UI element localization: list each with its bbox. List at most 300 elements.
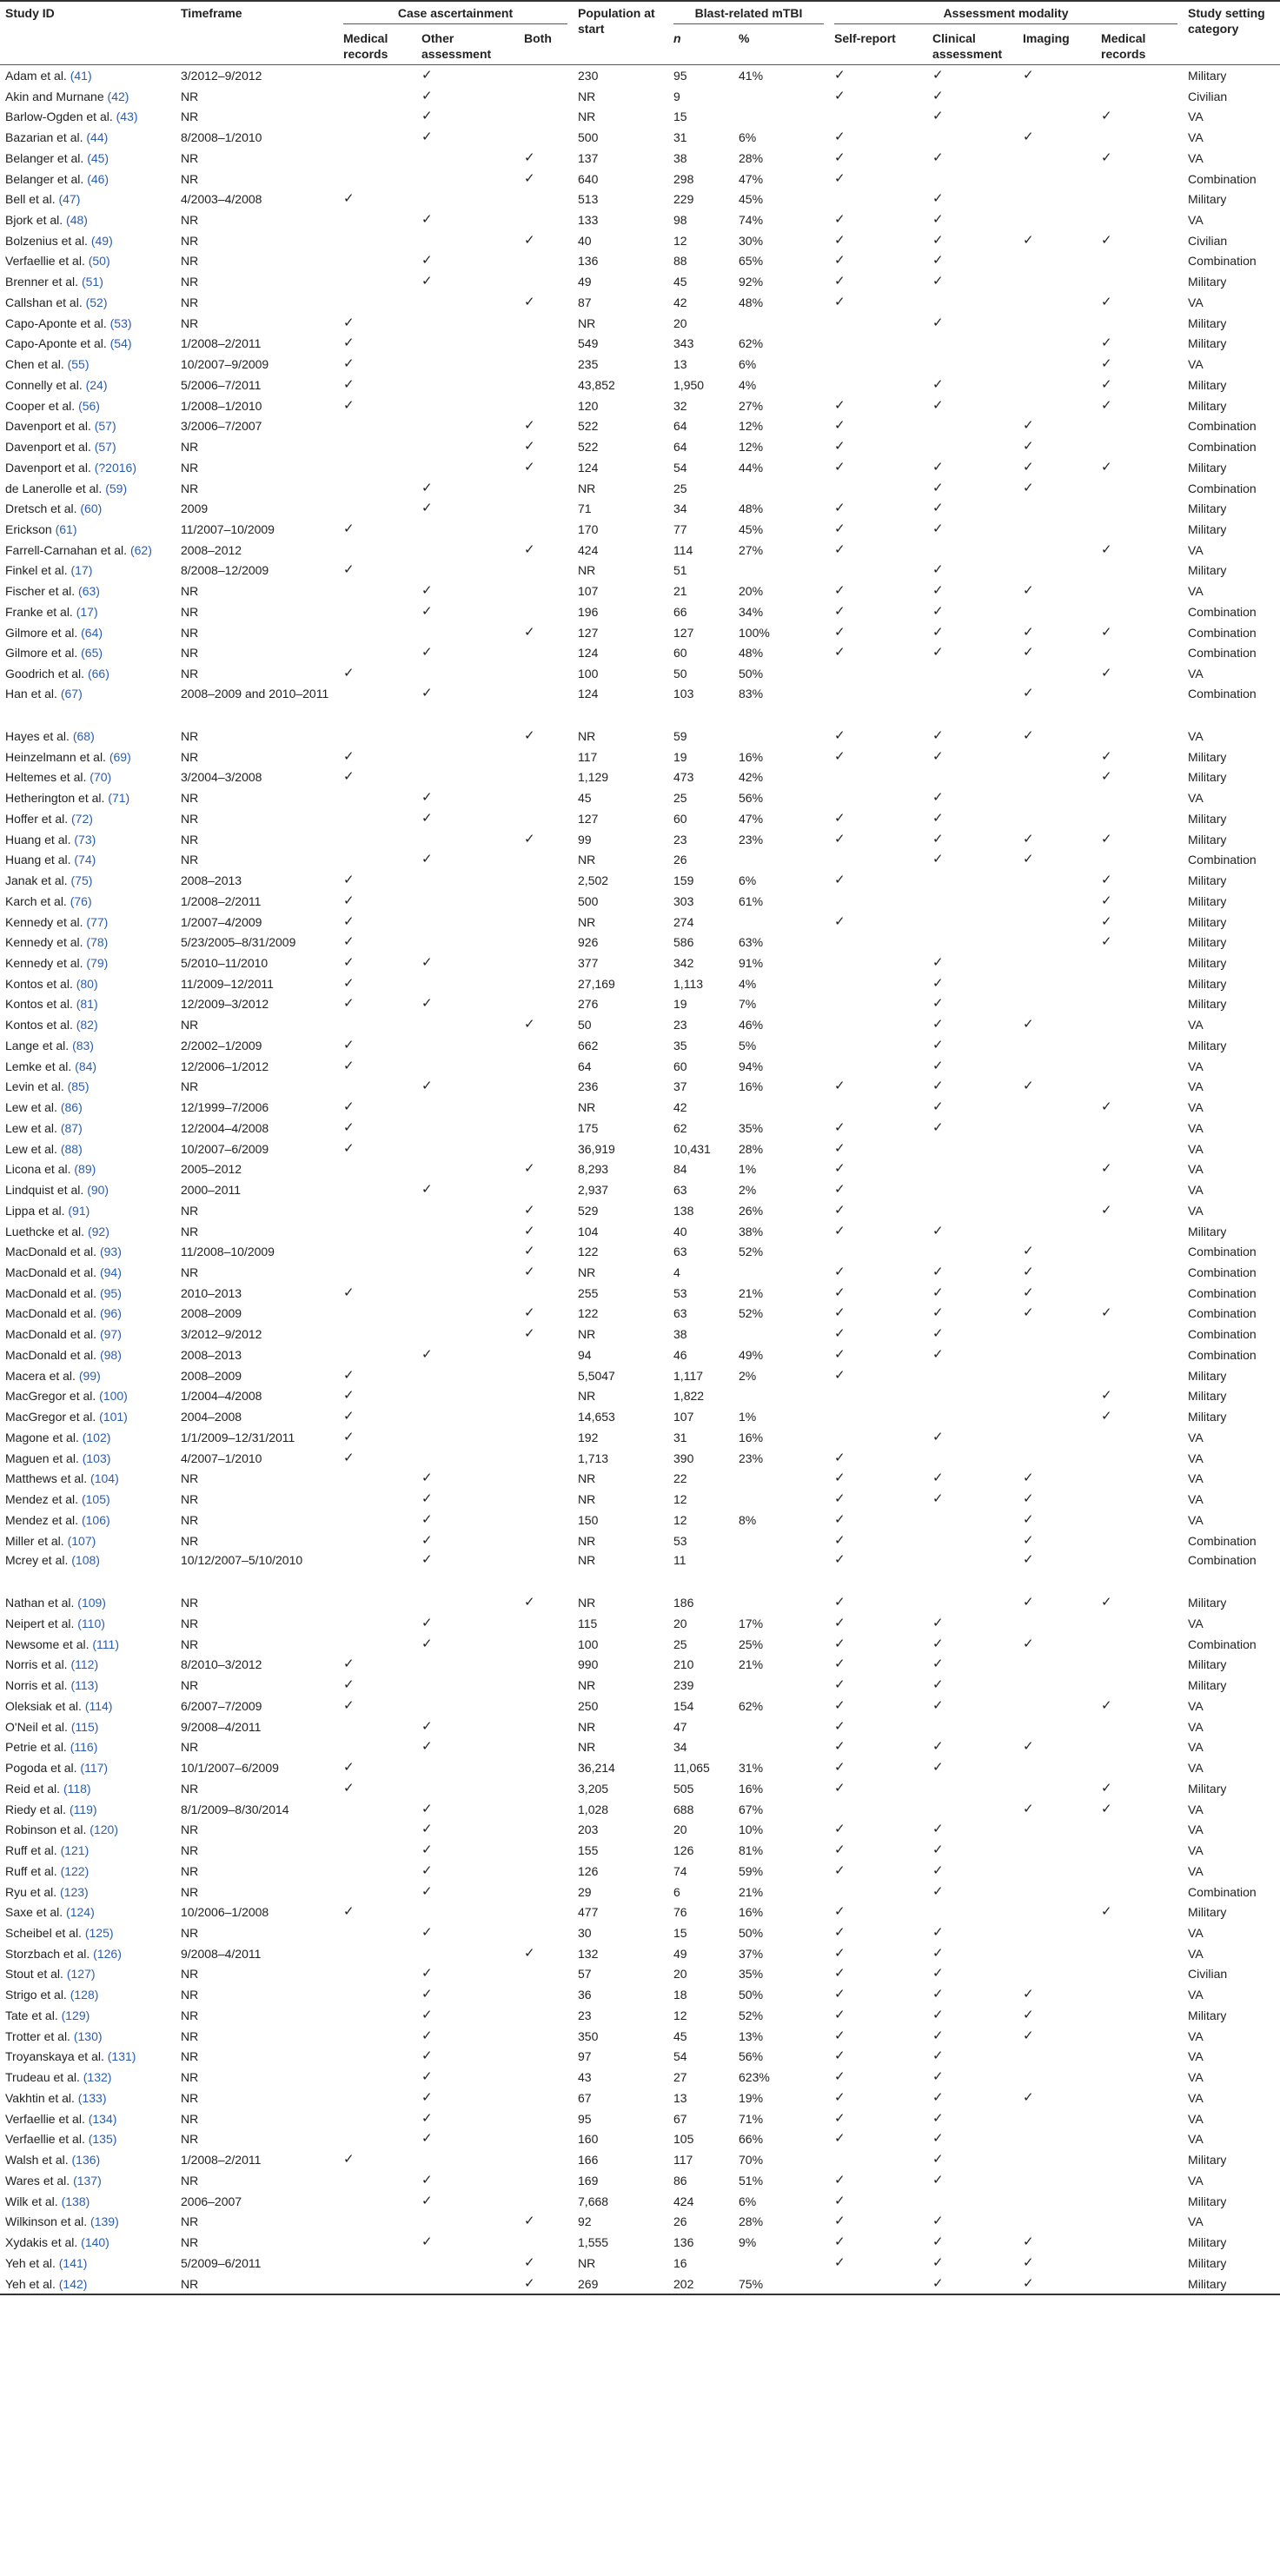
cell-case-both <box>519 849 573 870</box>
cell-clinical-assessment <box>927 1468 1018 1489</box>
cell-case-both <box>519 2232 573 2253</box>
cell-clinical-assessment <box>927 1262 1018 1283</box>
cell-timeframe: NR <box>181 1533 199 1548</box>
cell-case-other-assessment <box>416 127 519 148</box>
cell-clinical-assessment <box>927 726 1018 747</box>
cell-study-setting: Combination <box>1188 1265 1257 1279</box>
checkmark-icon: ✓ <box>1101 232 1112 248</box>
cell-mtbi-n: 202 <box>668 2274 733 2295</box>
cell-self-report <box>829 1964 927 1985</box>
study-reference-link[interactable]: (59) <box>105 481 128 495</box>
cell-mtbi-n: 86 <box>673 2173 687 2188</box>
cell-case-both <box>519 457 573 478</box>
cell-study-setting: Military <box>1188 1410 1227 1424</box>
cell-study-setting: Military <box>1183 2274 1280 2295</box>
study-reference-link[interactable]: (129) <box>61 2008 90 2022</box>
cell-study-setting: VA <box>1188 1018 1204 1032</box>
study-reference-link[interactable]: (24) <box>85 377 108 392</box>
study-reference-link[interactable]: (75) <box>70 873 93 888</box>
cell-self-report <box>829 1716 927 1737</box>
cell-mtbi-n: 11 <box>673 1553 686 1568</box>
study-reference-link[interactable]: (108) <box>71 1553 100 1568</box>
cell-clinical-assessment <box>927 2274 1018 2295</box>
cell-study-id <box>0 1262 176 1283</box>
study-reference-link[interactable]: (142) <box>58 2276 88 2291</box>
header-study-id: Study ID <box>0 1 176 65</box>
cell-mtbi-n: 12 <box>673 2008 687 2022</box>
cell-population: 640 <box>578 171 599 186</box>
table-row <box>0 169 1280 189</box>
study-reference-link[interactable]: (115) <box>70 1719 99 1734</box>
study-reference-link[interactable]: (17) <box>76 604 98 619</box>
study-reference-link[interactable]: (46) <box>87 171 109 186</box>
cell-case-both <box>519 2026 573 2047</box>
study-reference-link[interactable]: (64) <box>81 625 103 640</box>
study-reference-link[interactable]: (114) <box>84 1698 113 1713</box>
cell-case-other-assessment <box>416 209 519 230</box>
cell-study-id <box>0 581 176 601</box>
study-reference-link[interactable]: (65) <box>81 646 103 661</box>
cell-case-other-assessment <box>416 1592 519 1613</box>
study-name: Belanger et al. <box>5 150 84 165</box>
study-reference-link[interactable]: (102) <box>82 1430 111 1444</box>
cell-mtbi-n: 298 <box>673 171 694 186</box>
cell-study-id <box>0 643 176 664</box>
checkmark-icon: ✓ <box>834 1697 846 1713</box>
cell-case-medical-records <box>338 1984 416 2005</box>
cell-study-setting: VA <box>1188 1120 1204 1135</box>
cell-self-report <box>829 2274 927 2295</box>
study-reference-link[interactable]: (105) <box>81 1492 110 1507</box>
cell-study-setting: VA <box>1188 2070 1204 2085</box>
checkmark-icon: ✓ <box>1023 1636 1034 1651</box>
study-name: Troyanskaya et al. <box>5 2049 104 2064</box>
cell-case-both <box>519 1179 573 1200</box>
cell-assess-medical-records <box>1096 1943 1183 1964</box>
study-reference-link[interactable]: (93) <box>99 1245 122 1259</box>
cell-mtbi-n: 19 <box>673 749 687 764</box>
cell-study-id <box>0 498 176 519</box>
cell-mtbi-percent: 16% <box>739 749 764 764</box>
checkmark-icon: ✓ <box>421 2028 433 2043</box>
study-reference-link[interactable]: (73) <box>74 832 96 846</box>
cell-population: 132 <box>578 1946 599 1961</box>
cell-self-report <box>829 354 927 375</box>
study-reference-link[interactable]: (96) <box>99 1306 122 1321</box>
cell-study-id <box>0 65 176 86</box>
cell-self-report <box>829 1344 927 1365</box>
study-reference-link[interactable]: (76) <box>70 893 92 908</box>
cell-self-report <box>829 2191 927 2212</box>
cell-imaging <box>1018 1922 1096 1943</box>
checkmark-icon: ✓ <box>343 1388 355 1404</box>
study-reference-link[interactable]: (55) <box>67 357 90 372</box>
checkmark-icon: ✓ <box>1023 1264 1034 1279</box>
cell-clinical-assessment <box>927 478 1018 499</box>
cell-study-id <box>0 1550 176 1592</box>
cell-case-both <box>519 1902 573 1922</box>
checkmark-icon: ✓ <box>1101 459 1112 475</box>
study-reference-link[interactable]: (77) <box>86 914 109 929</box>
cell-study-id <box>0 747 176 767</box>
study-reference-link[interactable]: (109) <box>77 1596 106 1610</box>
study-reference-link[interactable]: (124) <box>66 1905 95 1920</box>
checkmark-icon: ✓ <box>932 603 944 619</box>
cell-case-other-assessment <box>416 1840 519 1861</box>
cell-assess-medical-records <box>1096 1675 1183 1696</box>
study-reference-link[interactable]: (62) <box>129 542 152 557</box>
cell-clinical-assessment <box>927 684 1018 726</box>
checkmark-icon: ✓ <box>421 274 433 289</box>
study-reference-link[interactable]: (74) <box>74 853 96 867</box>
table-row <box>0 2232 1280 2253</box>
study-reference-link[interactable]: (57) <box>94 440 116 455</box>
cell-case-medical-records <box>338 1468 416 1489</box>
table-row <box>0 251 1280 272</box>
checkmark-icon: ✓ <box>1101 109 1112 124</box>
checkmark-icon: ✓ <box>932 1966 944 1982</box>
study-reference-link[interactable]: (85) <box>67 1079 90 1094</box>
cell-mtbi-n: 138 <box>673 1203 694 1218</box>
cell-study-id <box>0 891 176 912</box>
cell-timeframe: NR <box>181 1079 199 1094</box>
study-reference-link[interactable]: (?2016) <box>94 460 136 475</box>
study-reference-link[interactable]: (57) <box>94 419 116 434</box>
cell-timeframe: NR <box>181 254 199 269</box>
cell-mtbi-percent: 5% <box>739 1038 757 1052</box>
cell-case-other-assessment <box>416 767 519 788</box>
study-reference-link[interactable]: (135) <box>88 2132 117 2147</box>
cell-study-setting: Military <box>1188 1678 1227 1693</box>
cell-study-setting: Civilian <box>1188 1967 1228 1982</box>
cell-case-other-assessment <box>416 643 519 664</box>
cell-self-report <box>829 313 927 334</box>
study-reference-link[interactable]: (63) <box>78 584 100 599</box>
study-reference-link[interactable]: (131) <box>107 2049 136 2064</box>
cell-mtbi-percent: 52% <box>739 2008 764 2022</box>
cell-mtbi-n: 20 <box>673 315 687 330</box>
study-reference-link[interactable]: (119) <box>69 1802 97 1816</box>
cell-clinical-assessment <box>927 1489 1018 1510</box>
cell-assess-medical-records <box>1096 65 1183 86</box>
cell-case-medical-records <box>338 1943 416 1964</box>
study-reference-link[interactable]: (49) <box>90 233 113 248</box>
study-reference-link[interactable]: (99) <box>78 1368 101 1383</box>
checkmark-icon: ✓ <box>932 1491 944 1507</box>
study-reference-link[interactable]: (42) <box>107 89 129 103</box>
study-reference-link[interactable]: (90) <box>87 1183 109 1198</box>
cell-mtbi-n: 126 <box>673 1843 694 1858</box>
cell-case-medical-records <box>338 1510 416 1530</box>
cell-mtbi-percent: 8% <box>739 1512 757 1527</box>
study-reference-link[interactable]: (48) <box>66 213 88 227</box>
study-reference-link[interactable]: (68) <box>72 728 95 743</box>
cell-self-report <box>829 1613 927 1634</box>
cell-study-id <box>0 106 176 127</box>
cell-mtbi-n: 59 <box>673 728 687 743</box>
study-reference-link[interactable]: (70) <box>90 770 112 785</box>
cell-mtbi-n: 60 <box>673 811 687 826</box>
header-population-at-start: Population at start <box>573 1 668 65</box>
study-reference-link[interactable]: (125) <box>84 1926 114 1941</box>
cell-case-other-assessment <box>416 1035 519 1056</box>
study-reference-link[interactable]: (120) <box>90 1822 118 1837</box>
study-reference-link[interactable]: (87) <box>60 1120 83 1135</box>
checkmark-icon: ✓ <box>1101 666 1112 681</box>
cell-mtbi-n: 38 <box>673 1327 687 1342</box>
cell-case-medical-records <box>338 829 416 850</box>
cell-self-report <box>829 1304 927 1325</box>
cell-case-other-assessment <box>416 1737 519 1758</box>
cell-population: 127 <box>578 625 599 640</box>
study-reference-link[interactable]: (91) <box>68 1203 90 1218</box>
study-reference-link[interactable]: (82) <box>76 1018 98 1032</box>
cell-case-both <box>519 2088 573 2108</box>
study-reference-link[interactable]: (112) <box>70 1657 99 1672</box>
study-reference-link[interactable]: (60) <box>80 501 103 516</box>
cell-case-both <box>519 251 573 272</box>
study-reference-link[interactable]: (71) <box>108 791 130 806</box>
study-reference-link[interactable]: (72) <box>71 811 93 826</box>
study-reference-link[interactable]: (41) <box>70 68 92 83</box>
cell-timeframe: NR <box>181 1781 199 1796</box>
study-reference-link[interactable]: (56) <box>78 398 100 413</box>
cell-population: NR <box>578 2255 596 2270</box>
study-reference-link[interactable]: (130) <box>73 2028 103 2043</box>
study-reference-link[interactable]: (107) <box>67 1533 96 1548</box>
study-reference-link[interactable]: (133) <box>77 2090 107 2105</box>
cell-case-medical-records <box>338 169 416 189</box>
study-reference-link[interactable]: (123) <box>60 1884 89 1899</box>
cell-case-both <box>519 1283 573 1304</box>
cell-mtbi-n: 98 <box>673 213 687 227</box>
checkmark-icon: ✓ <box>524 1595 535 1610</box>
cell-case-other-assessment <box>416 313 519 334</box>
header-case-ascertainment: Case ascertainment <box>338 1 573 28</box>
study-reference-link[interactable]: (113) <box>70 1678 99 1693</box>
checkmark-icon: ✓ <box>834 2069 846 2085</box>
table-row <box>0 1716 1280 1737</box>
checkmark-icon: ✓ <box>524 439 535 455</box>
cell-imaging <box>1018 1035 1096 1056</box>
cell-case-other-assessment <box>416 1675 519 1696</box>
cell-clinical-assessment <box>927 334 1018 355</box>
cell-mtbi-n: 66 <box>673 604 687 619</box>
cell-case-other-assessment <box>416 1365 519 1386</box>
cell-imaging <box>1018 1200 1096 1221</box>
cell-study-setting: VA <box>1188 1719 1204 1734</box>
study-reference-link[interactable]: (98) <box>99 1347 122 1362</box>
cell-case-other-assessment <box>416 86 519 107</box>
study-reference-link[interactable]: (50) <box>88 254 110 269</box>
study-reference-link[interactable]: (44) <box>86 130 109 145</box>
study-reference-link[interactable]: (118) <box>63 1781 91 1796</box>
cell-population: 169 <box>578 2173 599 2188</box>
checkmark-icon: ✓ <box>834 1718 846 1734</box>
cell-mtbi-percent <box>733 1675 829 1696</box>
study-reference-link[interactable]: (83) <box>72 1038 94 1052</box>
study-reference-link[interactable]: (47) <box>58 192 81 207</box>
table-row <box>0 994 1280 1015</box>
study-reference-link[interactable]: (61) <box>55 522 77 537</box>
cell-mtbi-percent: 45% <box>739 192 764 207</box>
cell-study-setting: Military <box>1188 914 1227 929</box>
table-row <box>0 787 1280 808</box>
cell-clinical-assessment <box>927 395 1018 416</box>
study-reference-link[interactable]: (126) <box>93 1946 122 1961</box>
cell-assess-medical-records <box>1096 271 1183 292</box>
study-reference-link[interactable]: (51) <box>81 275 103 289</box>
study-reference-link[interactable]: (110) <box>77 1617 105 1630</box>
cell-clinical-assessment <box>927 932 1018 953</box>
study-name: Macera et al. <box>5 1368 76 1383</box>
cell-case-both <box>519 1861 573 1882</box>
cell-mtbi-n: 74 <box>673 1863 687 1878</box>
study-reference-link[interactable]: (43) <box>116 110 138 124</box>
cell-imaging <box>1018 1344 1096 1365</box>
study-reference-link[interactable]: (141) <box>58 2255 88 2270</box>
table-row <box>0 2211 1280 2232</box>
cell-case-other-assessment <box>416 354 519 375</box>
study-reference-link[interactable]: (97) <box>99 1327 122 1342</box>
cell-mtbi-n: 88 <box>673 254 687 269</box>
study-reference-link[interactable]: (139) <box>90 2214 119 2229</box>
study-reference-link[interactable]: (103) <box>82 1451 111 1465</box>
cell-case-both <box>519 1922 573 1943</box>
cell-assess-medical-records <box>1096 230 1183 251</box>
study-reference-link[interactable]: (116) <box>70 1740 98 1755</box>
cell-study-setting: Military <box>1188 935 1227 950</box>
checkmark-icon: ✓ <box>1023 1552 1034 1568</box>
cell-study-setting: VA <box>1188 1183 1204 1198</box>
study-reference-link[interactable]: (111) <box>92 1637 119 1651</box>
study-name: Davenport et al. <box>5 419 91 434</box>
cell-case-both <box>519 2253 573 2274</box>
study-reference-link[interactable]: (136) <box>71 2153 101 2168</box>
study-reference-link[interactable]: (67) <box>60 687 83 701</box>
study-reference-link[interactable]: (81) <box>76 997 98 1012</box>
table-row <box>0 436 1280 457</box>
study-reference-link[interactable]: (53) <box>109 315 132 330</box>
cell-assess-medical-records <box>1096 1550 1183 1592</box>
cell-assess-medical-records <box>1096 1097 1183 1118</box>
cell-case-other-assessment <box>416 1221 519 1242</box>
study-reference-link[interactable]: (140) <box>81 2235 109 2250</box>
cell-timeframe: 9/2008–4/2011 <box>181 1719 262 1734</box>
table-header <box>0 1 1280 65</box>
cell-case-other-assessment <box>416 251 519 272</box>
study-reference-link[interactable]: (88) <box>60 1141 83 1156</box>
cell-case-medical-records <box>338 1097 416 1118</box>
study-reference-link[interactable]: (100) <box>99 1389 128 1404</box>
checkmark-icon: ✓ <box>834 397 846 413</box>
table-row <box>0 1634 1280 1655</box>
checkmark-icon: ✓ <box>524 1244 535 1259</box>
study-reference-link[interactable]: (89) <box>74 1162 96 1177</box>
study-reference-link[interactable]: (132) <box>83 2070 112 2085</box>
cell-population: 100 <box>578 667 599 681</box>
cell-study-setting: Military <box>1188 501 1227 516</box>
cell-case-both <box>519 1675 573 1696</box>
cell-case-medical-records <box>338 375 416 395</box>
study-reference-link[interactable]: (54) <box>109 336 132 351</box>
study-name: Davenport et al. <box>5 460 91 475</box>
table-row <box>0 354 1280 375</box>
cell-assess-medical-records <box>1096 808 1183 829</box>
checkmark-icon: ✓ <box>932 1862 944 1878</box>
study-reference-link[interactable]: (84) <box>75 1059 97 1073</box>
checkmark-icon: ✓ <box>421 2110 433 2126</box>
study-reference-link[interactable]: (106) <box>81 1512 110 1527</box>
study-name: Mendez et al. <box>5 1512 79 1527</box>
checkmark-icon: ✓ <box>1101 1904 1112 1920</box>
cell-self-report <box>829 829 927 850</box>
cell-case-both <box>519 994 573 1015</box>
checkmark-icon: ✓ <box>932 1119 944 1135</box>
cell-case-both <box>519 1655 573 1676</box>
cell-self-report <box>829 953 927 973</box>
study-reference-link[interactable]: (137) <box>73 2173 102 2188</box>
study-reference-link[interactable]: (95) <box>99 1285 122 1300</box>
cell-population: 235 <box>578 357 599 372</box>
study-reference-link[interactable]: (117) <box>80 1761 109 1776</box>
study-reference-link[interactable]: (66) <box>87 667 109 681</box>
cell-study-setting: Military <box>1188 1905 1227 1920</box>
cell-mtbi-n: 586 <box>673 935 694 950</box>
study-reference-link[interactable]: (45) <box>87 150 109 165</box>
cell-self-report <box>829 2026 927 2047</box>
study-reference-link[interactable]: (128) <box>70 1988 99 2002</box>
study-reference-link[interactable]: (52) <box>85 295 108 309</box>
study-reference-link[interactable]: (79) <box>86 955 109 970</box>
study-reference-link[interactable]: (78) <box>86 935 109 950</box>
cell-study-setting: Military <box>1188 1389 1227 1404</box>
cell-self-report <box>829 271 927 292</box>
study-reference-link[interactable]: (104) <box>90 1471 119 1486</box>
checkmark-icon: ✓ <box>834 1491 846 1507</box>
study-reference-link[interactable]: (121) <box>60 1843 90 1858</box>
cell-clinical-assessment <box>927 271 1018 292</box>
cell-imaging <box>1018 870 1096 891</box>
study-reference-link[interactable]: (134) <box>88 2111 117 2126</box>
cell-study-id <box>0 1757 176 1778</box>
study-reference-link[interactable]: (138) <box>61 2194 90 2208</box>
study-reference-link[interactable]: (101) <box>99 1410 128 1424</box>
study-reference-link[interactable]: (94) <box>99 1265 122 1279</box>
cell-mtbi-n: 103 <box>673 687 694 701</box>
cell-case-medical-records <box>338 891 416 912</box>
cell-imaging <box>1018 1014 1096 1035</box>
cell-case-other-assessment <box>416 519 519 540</box>
checkmark-icon: ✓ <box>524 149 535 165</box>
cell-case-other-assessment <box>416 1468 519 1489</box>
study-reference-link[interactable]: (17) <box>70 563 93 578</box>
study-reference-link[interactable]: (86) <box>60 1100 83 1115</box>
cell-timeframe: NR <box>181 604 199 619</box>
study-reference-link[interactable]: (80) <box>76 976 98 991</box>
cell-self-report <box>829 1118 927 1139</box>
study-reference-link[interactable]: (127) <box>66 1967 96 1982</box>
cell-population: NR <box>578 1389 596 1404</box>
cell-case-other-assessment <box>416 601 519 622</box>
cell-population: 196 <box>578 604 599 619</box>
checkmark-icon: ✓ <box>524 232 535 248</box>
cell-study-setting: Military <box>1188 192 1227 207</box>
study-reference-link[interactable]: (122) <box>60 1863 90 1878</box>
study-reference-link[interactable]: (92) <box>87 1224 109 1238</box>
cell-mtbi-n: 1,822 <box>673 1389 705 1404</box>
study-reference-link[interactable]: (69) <box>109 749 131 764</box>
